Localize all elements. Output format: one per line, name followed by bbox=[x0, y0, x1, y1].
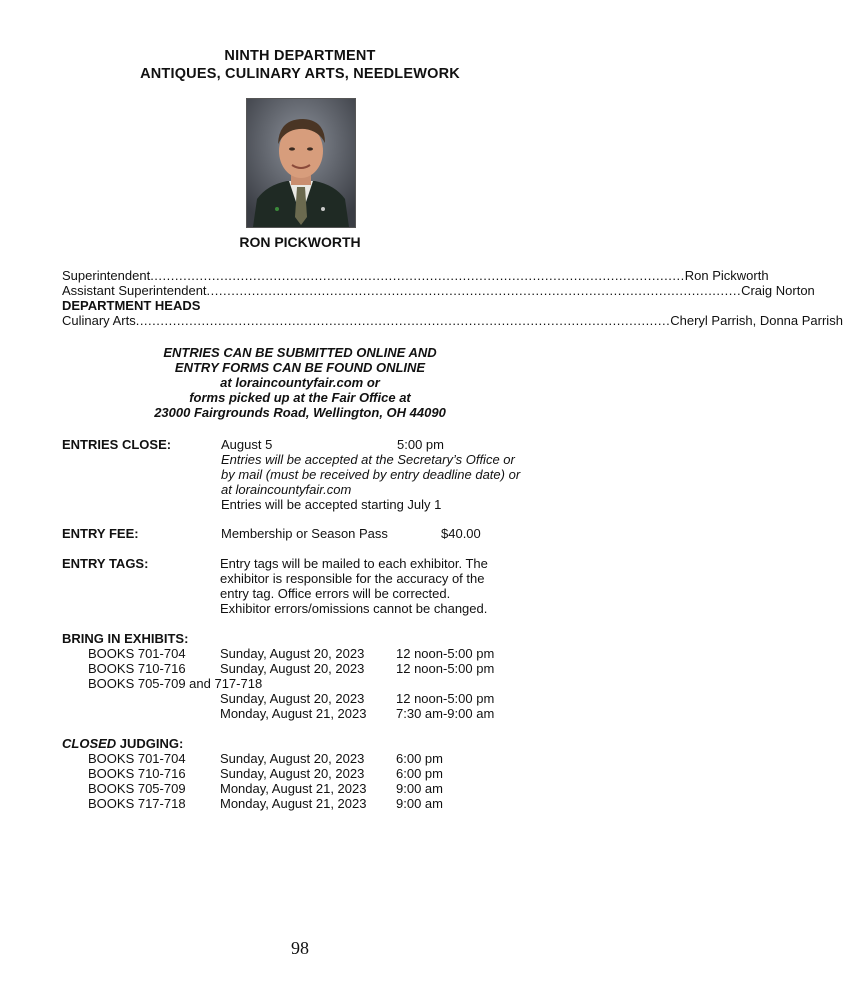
closed-word: CLOSED bbox=[62, 736, 117, 751]
entries-close-time: 5:00 pm bbox=[397, 437, 444, 452]
judging-books: BOOKS 705-709 bbox=[88, 781, 186, 796]
staff-label: Culinary Arts bbox=[62, 313, 136, 328]
notice-line: ENTRIES CAN BE SUBMITTED ONLINE AND bbox=[163, 345, 437, 360]
bring-in-time: 12 noon-5:00 pm bbox=[396, 661, 495, 676]
bring-in-time: 12 noon-5:00 pm bbox=[396, 646, 495, 661]
bring-in-books: BOOKS 701-704 bbox=[88, 646, 186, 661]
notice-line: 23000 Fairgrounds Road, Wellington, OH 44090 bbox=[154, 405, 446, 420]
entries-close-note: by mail (must be received by entry deadline date) or bbox=[221, 467, 521, 482]
superintendent-photo bbox=[246, 98, 356, 228]
staff-row-assistant bbox=[62, 283, 815, 298]
entries-close-label: ENTRIES CLOSE: bbox=[62, 437, 172, 452]
entry-fee-desc: Membership or Season Pass bbox=[221, 526, 388, 541]
judging-books: BOOKS 710-716 bbox=[88, 766, 186, 781]
entries-close-note: Entries will be accepted at the Secretary’s Office or bbox=[221, 452, 515, 467]
closed-judging-heading bbox=[62, 736, 183, 751]
bring-in-books: BOOKS 710-716 bbox=[88, 661, 186, 676]
bring-in-date: Sunday, August 20, 2023 bbox=[220, 691, 365, 706]
department-subtitle: ANTIQUES, CULINARY ARTS, NEEDLEWORK bbox=[140, 66, 460, 82]
entry-fee-amount: $40.00 bbox=[441, 526, 481, 541]
bring-in-date: Sunday, August 20, 2023 bbox=[220, 661, 365, 676]
department-title: NINTH DEPARTMENT bbox=[224, 48, 376, 64]
judging-time: 9:00 am bbox=[396, 781, 443, 796]
bring-in-date: Monday, August 21, 2023 bbox=[220, 706, 367, 721]
staff-row-superintendent bbox=[62, 268, 769, 283]
judging-word: JUDGING: bbox=[116, 736, 184, 751]
entry-tags-line: exhibitor is responsible for the accuracy of the bbox=[220, 571, 485, 586]
leader-dots: .................................................................................................................................. bbox=[150, 268, 685, 283]
bring-in-time: 12 noon-5:00 pm bbox=[396, 691, 495, 706]
judging-books: BOOKS 717-718 bbox=[88, 796, 186, 811]
department-heads-heading: DEPARTMENT HEADS bbox=[62, 298, 201, 313]
staff-value: Ron Pickworth bbox=[684, 268, 769, 283]
judging-date: Sunday, August 20, 2023 bbox=[220, 766, 365, 781]
entry-tags-line: entry tag. Office errors will be corrected. bbox=[220, 586, 451, 601]
bring-in-time: 7:30 am-9:00 am bbox=[396, 706, 495, 721]
staff-label: Superintendent bbox=[62, 268, 151, 283]
bring-in-date: Sunday, August 20, 2023 bbox=[220, 646, 365, 661]
judging-time: 6:00 pm bbox=[396, 766, 443, 781]
entries-close-note: at loraincountyfair.com bbox=[221, 482, 352, 497]
bring-in-heading: BRING IN EXHIBITS: bbox=[62, 631, 189, 646]
staff-label: Assistant Superintendent bbox=[62, 283, 207, 298]
judging-books: BOOKS 701-704 bbox=[88, 751, 186, 766]
entries-close-date: August 5 bbox=[221, 437, 273, 452]
judging-time: 6:00 pm bbox=[396, 751, 443, 766]
entry-tags-line: Entry tags will be mailed to each exhibitor. The bbox=[220, 556, 488, 571]
superintendent-name-caption: RON PICKWORTH bbox=[239, 234, 361, 250]
bring-in-books-group: BOOKS 705-709 and 717-718 bbox=[88, 676, 263, 691]
entry-tags-label: ENTRY TAGS: bbox=[62, 556, 149, 571]
leader-dots: .................................................................................................................................. bbox=[135, 313, 671, 328]
judging-time: 9:00 am bbox=[396, 796, 443, 811]
entry-fee-label: ENTRY FEE: bbox=[62, 526, 139, 541]
notice-line: ENTRY FORMS CAN BE FOUND ONLINE bbox=[174, 360, 426, 375]
staff-value: Craig Norton bbox=[741, 283, 815, 298]
judging-date: Sunday, August 20, 2023 bbox=[220, 751, 365, 766]
page-number: 98 bbox=[291, 938, 309, 958]
notice-line: at loraincountyfair.com or bbox=[220, 375, 380, 390]
entries-close-start-note: Entries will be accepted starting July 1 bbox=[221, 497, 442, 512]
notice-line: forms picked up at the Fair Office at bbox=[189, 390, 411, 405]
staff-row-culinary-arts bbox=[62, 313, 843, 328]
staff-value: Cheryl Parrish, Donna Parrish bbox=[670, 313, 843, 328]
judging-date: Monday, August 21, 2023 bbox=[220, 781, 367, 796]
portrait-image bbox=[247, 99, 355, 227]
judging-date: Monday, August 21, 2023 bbox=[220, 796, 367, 811]
entry-tags-line: Exhibitor errors/omissions cannot be changed. bbox=[220, 601, 488, 616]
leader-dots: .................................................................................................................................. bbox=[206, 283, 742, 298]
